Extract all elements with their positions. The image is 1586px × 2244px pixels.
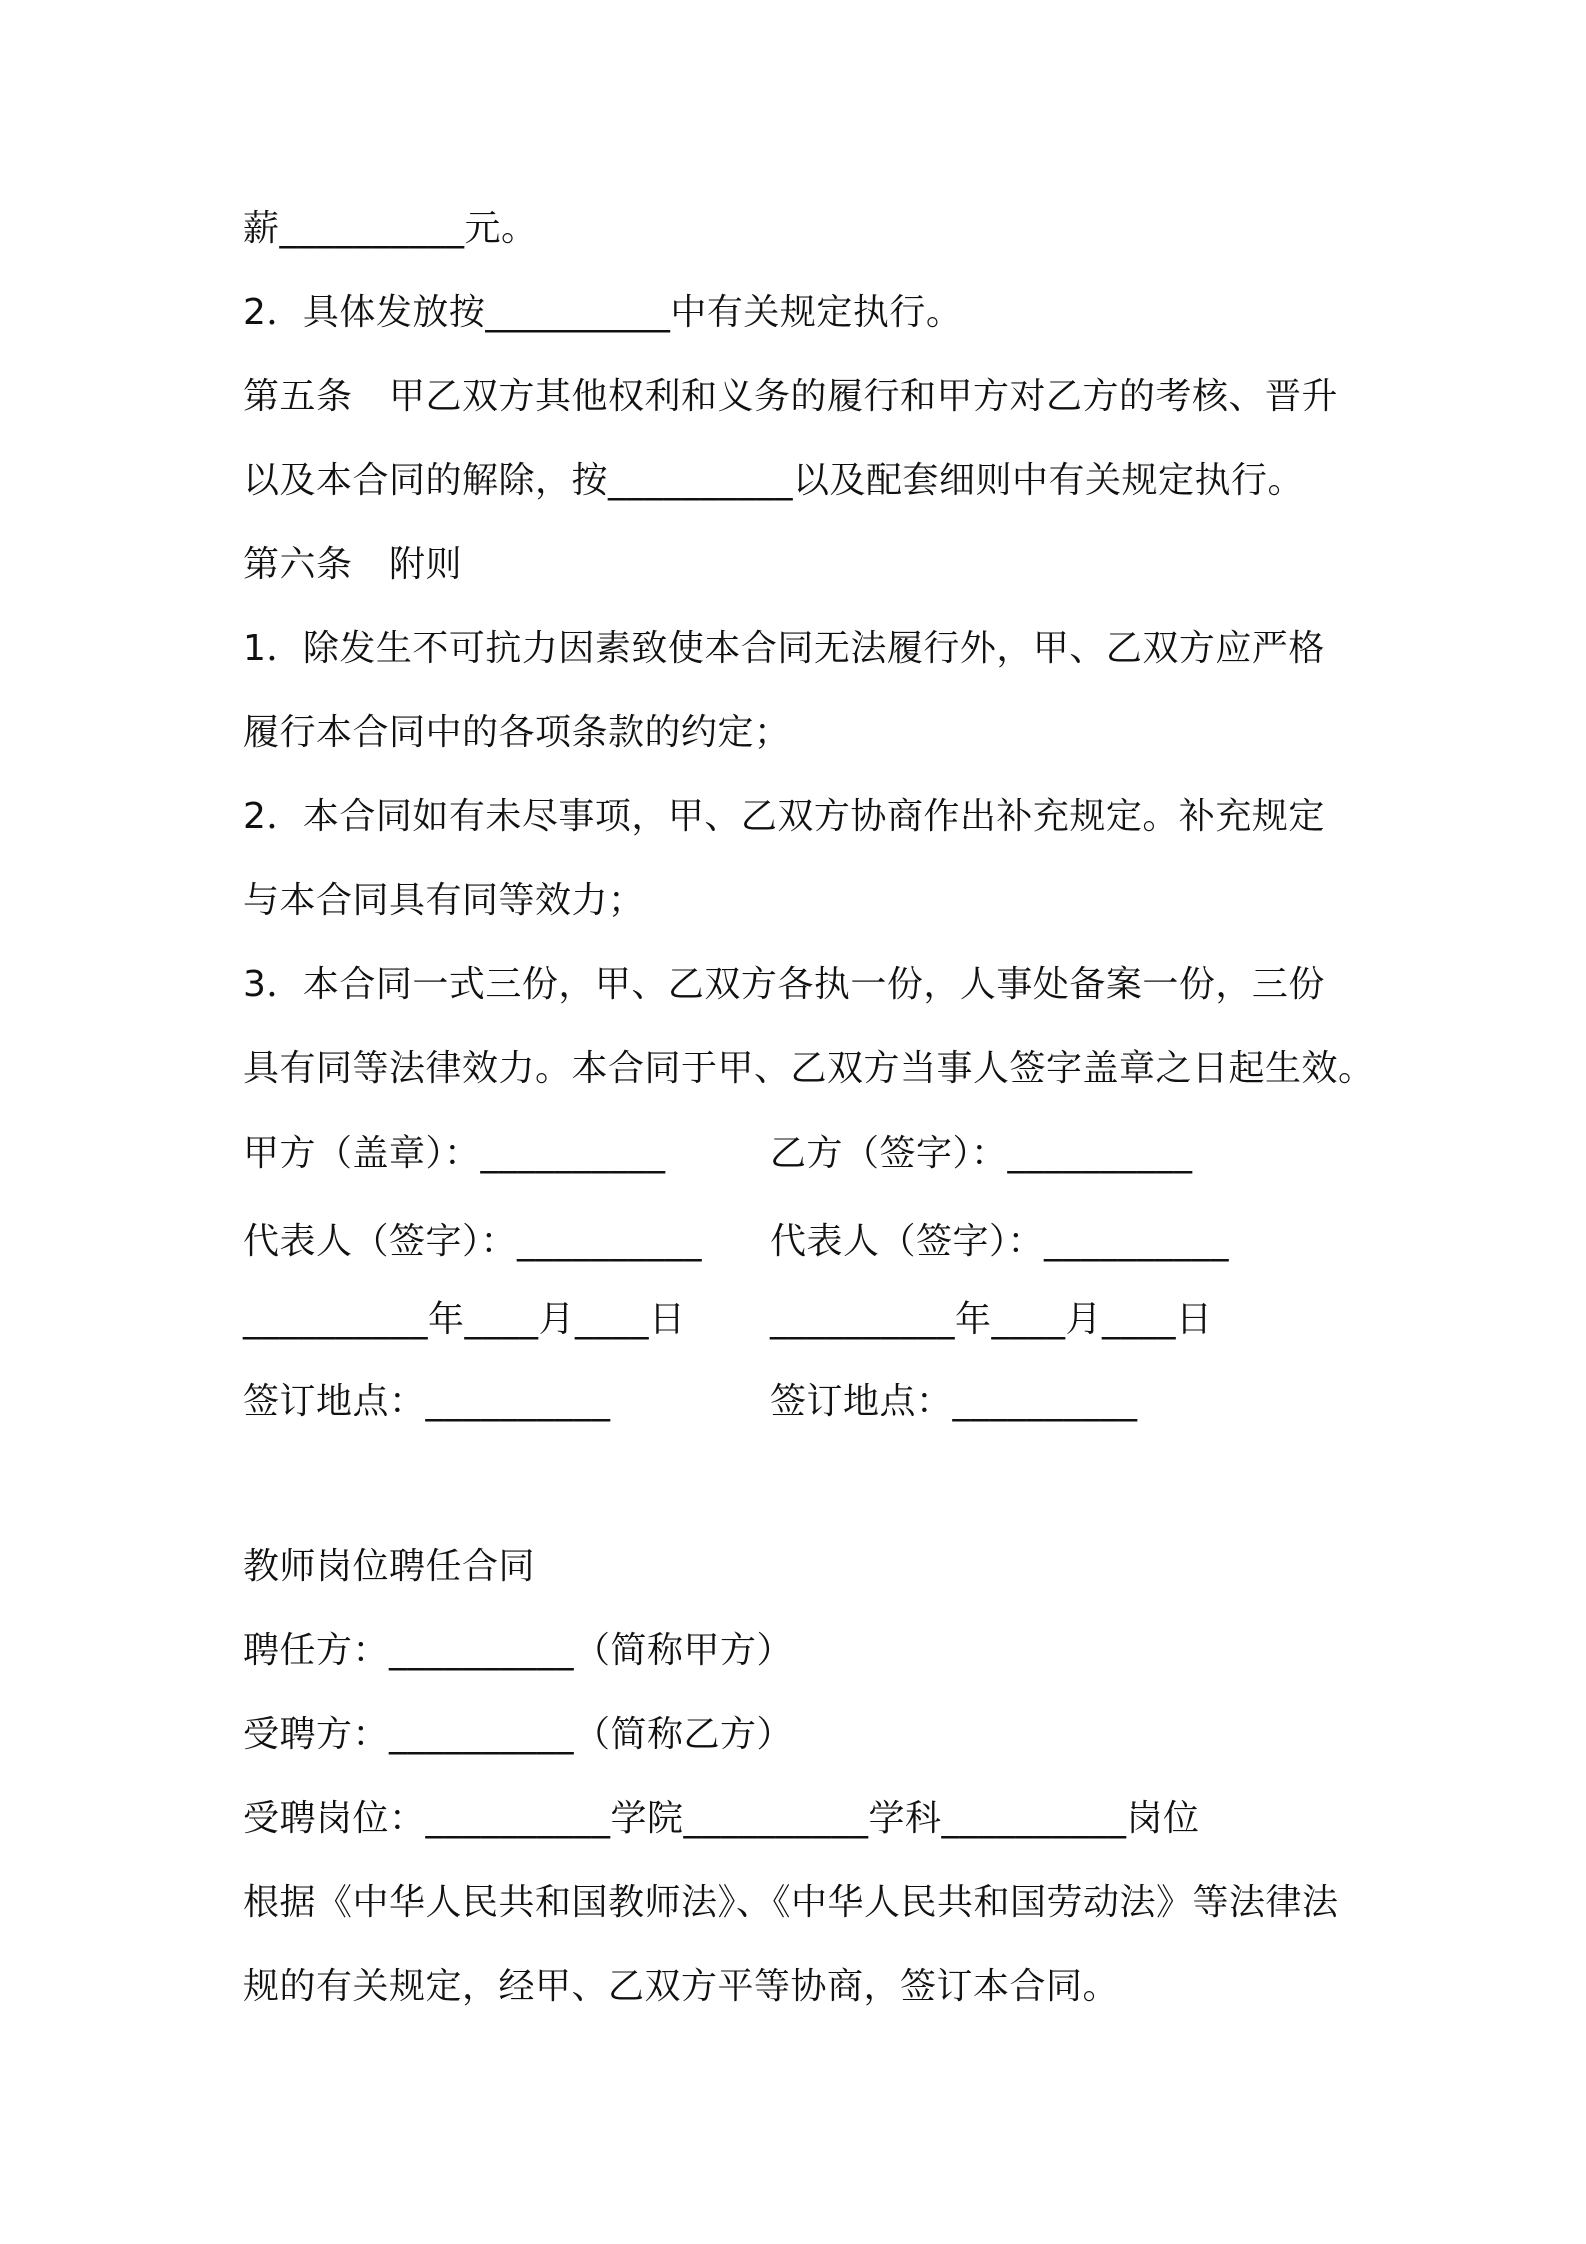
employee-field: 受聘方：__________（简称乙方） xyxy=(243,1714,794,1755)
preamble-line1: 根据《中华人民共和国教师法》、《中华人民共和国劳动法》等法律法 xyxy=(243,1882,1339,1923)
article6-item2-line2: 与本合同具有同等效力； xyxy=(243,880,645,921)
article6-item1-line1: 1．除发生不可抗力因素致使本合同无法履行外，甲、乙双方应严格 xyxy=(243,628,1325,669)
party-b-sign-field: 乙方（签字）：__________ xyxy=(770,1133,1193,1174)
preamble-line2: 规的有关规定，经甲、乙双方平等协商，签订本合同。 xyxy=(243,1966,1120,2007)
place-b-field: 签订地点：__________ xyxy=(770,1381,1138,1422)
salary-line: 薪__________元。 xyxy=(243,208,538,249)
contract-title: 教师岗位聘任合同 xyxy=(243,1546,536,1587)
place-a-field: 签订地点：__________ xyxy=(243,1381,611,1422)
article6-title: 第六条 附则 xyxy=(243,544,463,585)
position-field: 受聘岗位：__________学院__________学科__________岗位 xyxy=(243,1798,1200,1839)
employer-field: 聘任方：__________（简称甲方） xyxy=(243,1630,794,1671)
article6-item3-line1: 3．本合同一式三份，甲、乙双方各执一份，人事处备案一份，三份 xyxy=(243,964,1325,1005)
rep-a-field: 代表人（签字）：__________ xyxy=(243,1221,703,1262)
article6-item2-line1: 2．本合同如有未尽事项，甲、乙双方协商作出补充规定。补充规定 xyxy=(243,796,1325,837)
party-a-seal-field: 甲方（盖章）：__________ xyxy=(243,1133,666,1174)
payment-rule-line: 2．具体发放按__________中有关规定执行。 xyxy=(243,292,963,333)
article6-item1-line2: 履行本合同中的各项条款的约定； xyxy=(243,712,791,753)
rep-b-field: 代表人（签字）：__________ xyxy=(770,1221,1230,1262)
article5-line2: 以及本合同的解除，按__________以及配套细则中有关规定执行。 xyxy=(243,460,1305,501)
date-b-field: __________年____月____日 xyxy=(770,1299,1213,1340)
article6-item3-line2: 具有同等法律效力。本合同于甲、乙双方当事人签字盖章之日起生效。 xyxy=(243,1048,1375,1089)
article5-line1: 第五条 甲乙双方其他权利和义务的履行和甲方对乙方的考核、晋升 xyxy=(243,376,1339,417)
date-a-field: __________年____月____日 xyxy=(243,1299,686,1340)
